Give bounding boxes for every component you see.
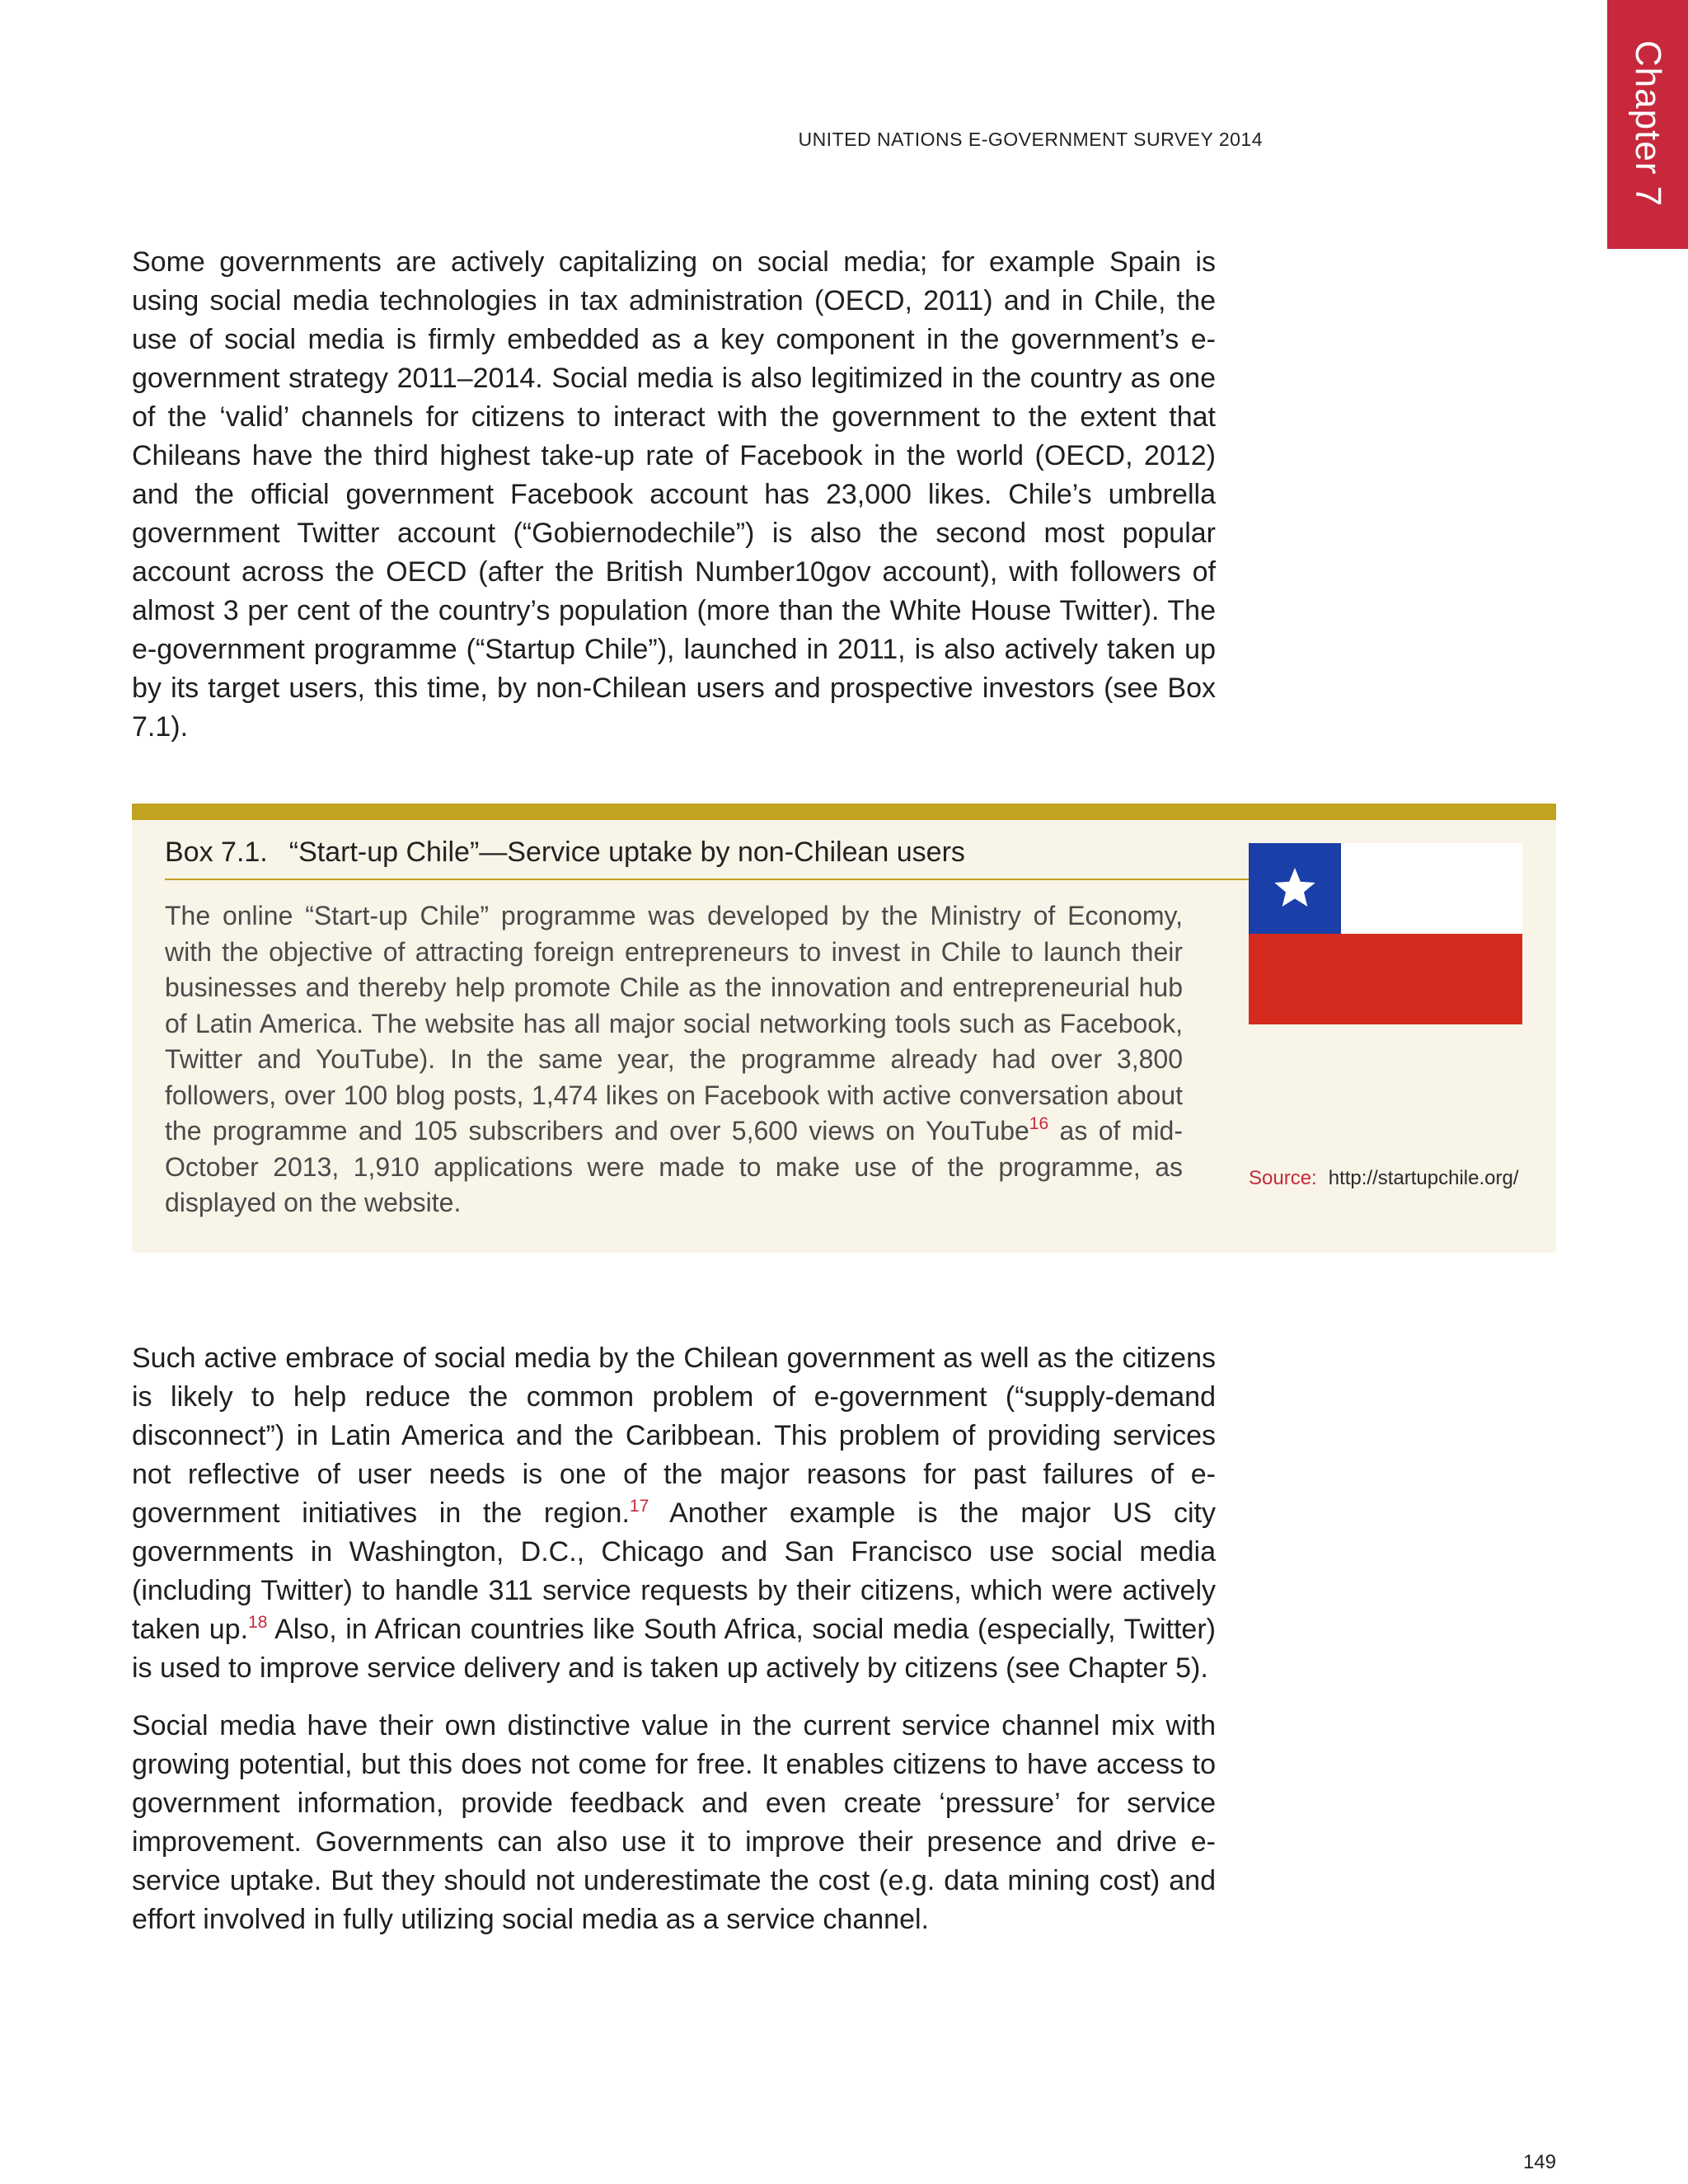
running-head: UNITED NATIONS E-GOVERNMENT SURVEY 2014 xyxy=(798,129,1263,150)
box-body-text-2: as of mid-October 2013, 1,910 applications were made to make use of the programme, as displayed on the website. xyxy=(165,1116,1184,1217)
image-source xyxy=(1249,1164,1533,1193)
box-top-rule xyxy=(132,804,1556,820)
box-body-text-1: The online “Start-up Chile” programme was developed by the Ministry of Economy, with the objective of attracting foreign entrepreneurs to invest in Chile to launch their businesses and thereby help promote Chile as the innovation and entrepreneurial hub of Latin America. The website has all major social networking tools such as Facebook, Twitter and YouTube). In the same year, the programme already had over 3,800 followers, over 100 blog posts, 1,474 likes on Facebook with active conversation about the programme and 105 subscribers and over 5,600 views on YouTube xyxy=(165,901,1183,1146)
paragraph-3: Social media have their own distinctive value in the current service channel mix with growing potential, but this does not come for free. It enables citizens to have access to government information, provide feedback and even create ‘pressure’ for service improvement. Governments can also use it to improve their presence and drive e-service uptake. But they should not underestimate the cost (e.g. data mining cost) and effort involved in fully utilizing social media as a service channel. xyxy=(132,1710,1216,1935)
paragraph-2-text-2: Another example is the major US city governments in Washington, D.C., Chicago and San Francisco use social media (including Twitter) to handle 311 service requests by their citizens, which were actively taken up. xyxy=(132,1497,1216,1645)
footnote-ref-17[interactable]: 17 xyxy=(629,1497,649,1516)
source-label: Source: xyxy=(1249,1167,1317,1189)
box-7-1 xyxy=(132,804,1556,1253)
box-title xyxy=(165,837,1249,880)
chile-flag-graphic xyxy=(1249,843,1522,1024)
box-title-text: “Start-up Chile”—Service uptake by non-Chilean users xyxy=(288,837,965,868)
chapter-tab-label: Chapter 7 xyxy=(1628,40,1668,208)
chile-flag-image xyxy=(1249,843,1522,1024)
chapter-tab xyxy=(1607,0,1688,249)
paragraph-2-text-3: Also, in African countries like South Africa, social media (especially, Twitter) is used to improve service delivery and is taken up actively by citizens (see Chapter 5). xyxy=(132,1614,1216,1684)
page-number: 149 xyxy=(1522,2151,1556,2173)
box-number: Box 7.1. xyxy=(165,837,268,868)
paragraph-2-text-1: Such active embrace of social media by the Chilean government as well as the citizens is likely to help reduce the common problem of e-government (“supply-demand disconnect”) in Latin America and the Caribbean. This problem of providing services not reflective of user needs is one of the major reasons for past failures of e-government initiatives in the region. xyxy=(132,1343,1216,1529)
source-url[interactable]: http://startupchile.org/ xyxy=(1328,1167,1519,1189)
footnote-ref-16[interactable]: 16 xyxy=(1029,1114,1049,1133)
flag-red-band xyxy=(1249,934,1522,1024)
intro-paragraph: Some governments are actively capitalizing on social media; for example Spain is using social media technologies in tax administration (OECD, 2011) and in Chile, the use of social media is firmly embedded as a key component in the government’s e-government strategy 2011–2014. Social media is also legitimized in the country as one of the ‘valid’ channels for citizens to interact with the government to the extent that Chileans have the third highest take-up rate of Facebook in the world (OECD, 2012) and the official government Facebook account has 23,000 likes. Chile’s umbrella government Twitter account (“Gobiernodechile”) is also the second most popular account across the OECD (after the British Number10gov account), with followers of almost 3 per cent of the country’s population (more than the White House Twitter). The e-government programme (“Startup Chile”), launched in 2011, is also actively taken up by its target users, this time, by non-Chilean users and prospective investors (see Box 7.1). xyxy=(132,246,1216,743)
intro-section xyxy=(132,243,1216,766)
footnote-ref-18[interactable]: 18 xyxy=(248,1613,268,1632)
main-text-after-box xyxy=(132,1339,1216,1958)
box-body xyxy=(165,898,1183,1221)
paragraph-2 xyxy=(132,1339,1216,1688)
